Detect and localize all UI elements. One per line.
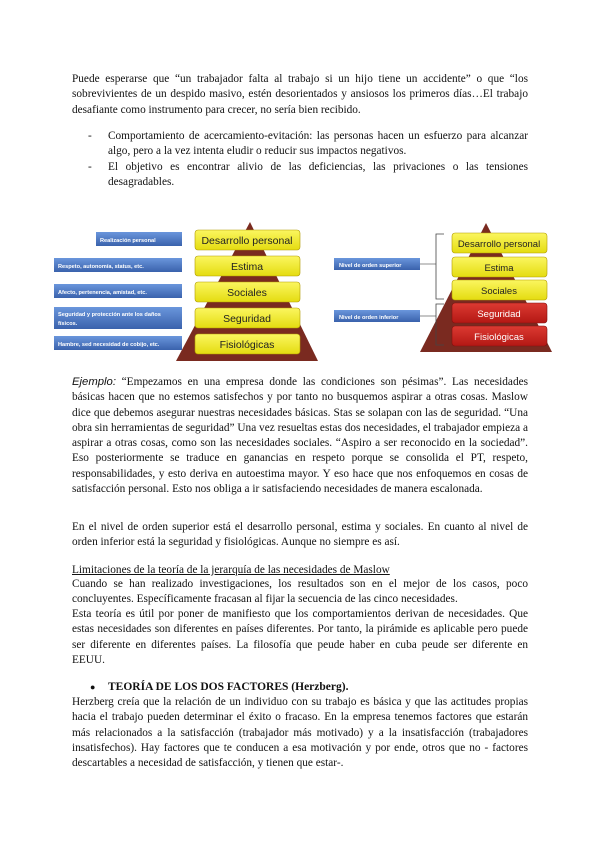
level-label: Desarrollo personal [457,239,541,250]
intro-paragraph: Puede esperarse que “un trabajador falta al trabajo si un hijo tiene un accidente” o que “los sobrevivientes de un despido masivo, estén desorientados y ansiosos los primeros días…El trabajo desafiante como instrumento para crecer, no sería bien recibido. [72,73,528,116]
bullet-objective: El objetivo es encontrar alivio de las deficiencias, las privaciones o las tensiones desagradables. [108,161,528,189]
example-text: “Empezamos en una empresa donde las condiciones son pésimas”. Las necesidades básicas hacen que no estemos satisfechos y por tanto no busquemos aspirar a otras cosas. Maslow dice que debemos asegurar nuestras necesidades básicas. Stas se solapan con las de seguridad. “Una obra sin herramientas de seguridad” Una vez resueltas estas dos necesidades, el trabajador empieza a aspirar a otras cosas, como son las necesidades sociales. “Aspiro a ser reconocido en la sociedad”. Eso posteriormente se traduce en ganancias en respeto porque se consolida el PT, respeto, responsabilidades, y esto deriva en autoestima mayor. Y eso hace que nos enfoquemos en cosas de satisfacción personal. Esto nos obliga a ir satisfaciendo necesidades de manera escalonada. [72,376,528,496]
level-label: Estima [230,261,264,273]
need-label: Hambre, sed necesidad de cobijo, etc. [58,342,160,348]
level-label: Fisiológicas [474,332,524,343]
level-label: Sociales [227,287,267,299]
bullet-approach-avoidance: Comportamiento de acercamiento-evitación: las personas hacen un esfuerzo para alcanzar algo, pero a la vez intenta eludir o reducir sus impactos negativos. [108,130,528,158]
level-label: Fisiológicas [219,339,275,351]
lower-order-label: Nivel de orden inferior [339,315,399,321]
level-label: Seguridad [477,309,521,320]
level-label: Sociales [481,286,517,297]
example-paragraph [72,375,528,497]
bullet-marker: - [88,130,92,142]
example-label: Ejemplo: [72,376,116,388]
herzberg-paragraph: Herzberg creía que la relación de un individuo con su trabajo es básica y que las actitudes propias hacia el trabajo pueden determinar el éxito o fracaso. En la empresa tenemos factores que estarán más relacionados a la satisfacción (trabajador más motivado) y a la insatisfacción (trabajadores insatisfechos). Hay factores que te conducen a esa motivación y por ende, otros que no - factores descartables a necesidad de satisfacción, y tienen que estar-. [72,696,528,770]
limitations-paragraph-2: Esta teoría es útil por poner de manifiesto que los comportamientos derivan de necesidades. Que estas necesidades son diferentes en países diferentes. Por tanto, la pirámide es aplicable pero puede ser diferente en diferentes países. La filosofía que peude haber en cuba peude ser diferente en EEUU. [72,608,528,666]
bullet-marker: - [88,161,92,173]
section-heading: TEORÍA DE LOS DOS FACTORES (Herzberg). [108,681,349,693]
need-label: Afecto, pertenencia, amistad, etc. [58,290,147,296]
maslow-pyramid-right [330,220,555,355]
level-label: Estima [484,263,514,274]
upper-order-label: Nivel de orden superior [339,263,402,269]
section-bullet: ● [90,682,96,692]
level-label: Seguridad [223,313,271,325]
limitations-heading: Limitaciones de la teoría de la jerarquía de las necesidades de Maslow [72,564,390,576]
level-label: Desarrollo personal [201,235,293,247]
need-label: Seguridad y protección ante los daños [58,312,161,318]
limitations-paragraph-1: Cuando se han realizado investigaciones, los resultados son en el mejor de los casos, poco concluyentes. Específicamente fracasan al fijar la secuencia de las cinco necesidades. [72,578,528,606]
need-label: Realización personal [100,238,156,244]
need-label: físicos. [58,321,78,327]
orders-paragraph: En el nivel de orden superior está el desarrollo personal, estima y sociales. En cuanto al nivel de orden inferior está la seguridad y fisiológicas. Aunque no siempre es así. [72,521,528,549]
maslow-pyramid-left [50,218,320,364]
need-label: Respeto, autonomía, status, etc. [58,264,144,270]
upper-bracket [436,234,444,299]
